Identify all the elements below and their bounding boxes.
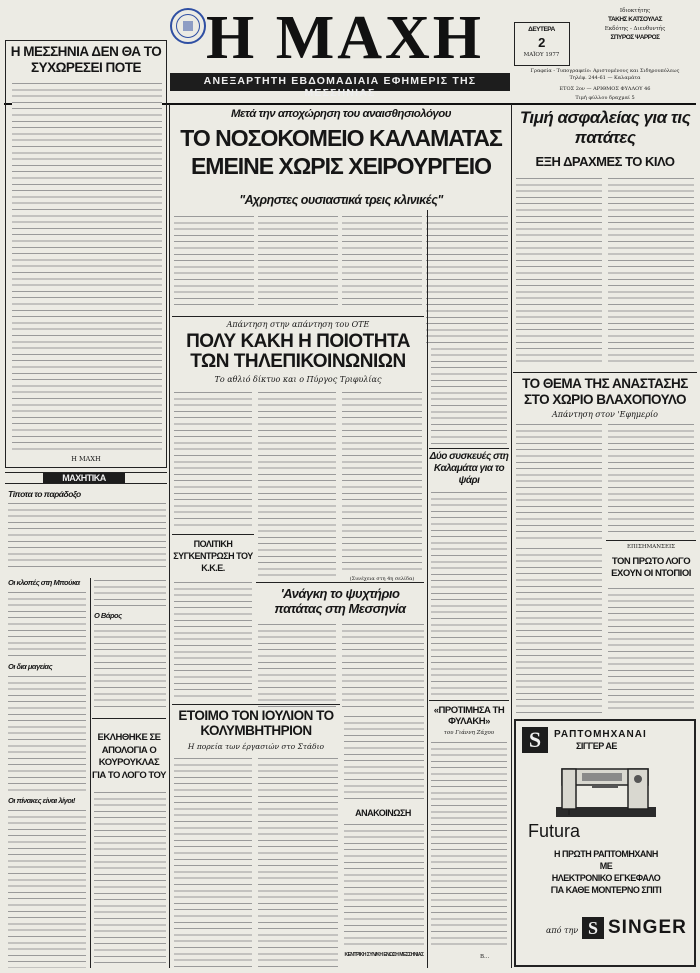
prison-headline: «ΠΡΟΤΙΜΗΣΑ ΤΗ ΦΥΛΑΚΗ» — [433, 705, 505, 727]
owner-name: ΤΑΚΗΣ ΚΑΤΣΟΥΛΑΣ — [607, 16, 663, 23]
potatoes-headline: Τιμή ασφαλείας για τις πατάτες — [519, 108, 691, 147]
anastasia-body-col1 — [516, 422, 602, 542]
item-body-5 — [94, 622, 166, 712]
ote-continued: (Συνέχεια στη 4η σελίδα) — [349, 576, 415, 582]
item-heading-5: Ο Βάρος — [94, 611, 122, 620]
ote-kicker: Απάντηση στην απάντηση του ΟΤΕ — [226, 320, 370, 329]
date-day: ΔΕΥΤΕΡΑ — [528, 26, 555, 33]
anastasia-body-col1b — [516, 546, 602, 714]
price: Τιμή φύλλου δραχμαί 5 — [575, 95, 635, 101]
announcement-signature: ΚΕΝΤΡΙΚΗ ΣΥΝ/ΚΗ ΕΝΩΣΗ ΜΕΣΣΗΝΙΑΣ — [344, 952, 424, 958]
item-body-2 — [8, 590, 86, 660]
main-deck: "Αχρηστες ουσιαστικά τρεις κλινικές" — [239, 193, 443, 207]
item-body-1 — [8, 501, 166, 571]
sewing-machine-illustration — [552, 763, 660, 821]
singer-s-logo: S — [522, 727, 548, 753]
item-heading-4: Οι πίνακες είναι λίγοι! — [8, 796, 75, 805]
editorial-signature: Η ΜΑΧΗ — [71, 455, 101, 463]
potatoes-body-col1 — [516, 176, 602, 366]
issue-number: ΕΤΟΣ 2ον — ΑΡΙΘΜΟΣ ΦΥΛΛΟΥ 46 — [559, 86, 651, 92]
ad-singer: SINGER — [608, 917, 687, 938]
potatoes-news-label: ΕΠΙΣΗΜΑΝΣΕΙΣ — [626, 544, 676, 550]
item-body-4 — [8, 808, 86, 968]
fishing-body — [431, 490, 507, 696]
main-body-col1 — [174, 214, 254, 310]
item-heading-1: Τίποτα το παράδοξο — [8, 489, 81, 499]
maxitika-banner: ΜΑΧΗΤΙΚΑ — [5, 472, 167, 484]
masthead-subtitle-bar — [170, 73, 510, 99]
prison-author: του Γιάννη Ζάχου — [443, 730, 495, 736]
announcement-pre — [344, 714, 424, 804]
ote-body-col1 — [174, 390, 252, 530]
editorial-box — [5, 40, 167, 468]
publisher-name: ΣΠΥΡΟΣ ΨΑΡΡΟΣ — [610, 34, 660, 41]
item-heading-2: Οι κλοπές στη Μπούκα — [8, 578, 80, 587]
stadium-body-col1 — [174, 756, 252, 968]
announcement-body — [344, 822, 424, 950]
masthead-subtitle: ΑΝΕΞΑΡΤΗΤΗ ΕΒΔΟΜΑΔΙΑΙΑ ΕΦΗΜΕΡΙΣ ΤΗΣ ΜΕΣΣΗΝΙΑΣ — [203, 75, 477, 99]
church-headline: ΕΚΛΗΘΗΚΕ ΣΕ ΑΠΟΛΟΓΙΑ Ο ΚΟΥΡΟΥΚΛΑΣ ΓΙΑ ΤΟ ΛΟΓΟ ΤΟΥ — [92, 732, 166, 781]
stadium-headline: ΕΤΟΙΜΟ ΤΟΝ ΙΟΥΛΙΟΝ ΤΟ ΚΟΛΥΜΒΗΤΗΡΙΟΝ — [178, 708, 334, 738]
date-month-year: ΜΑΪΟΥ 1977 — [523, 52, 560, 58]
ad-from: από την — [546, 926, 579, 935]
ad-singer-logo-s: S — [582, 917, 604, 939]
main-headline-1: ΤΟ ΝΟΣΟΚΟΜΕΙΟ ΚΑΛΑΜΑΤΑΣ — [180, 125, 502, 151]
refrigerator-headline: 'Ανάγκη το ψυχτήριο πατάτας στη Μεσσηνία — [274, 586, 406, 616]
ote-headline-1: ΠΟΛΥ ΚΑΚΗ Η ΠΟΙΟΤΗΤΑ — [186, 331, 410, 352]
page-continued-marker: Β... — [480, 954, 490, 960]
potatoes-news-body — [608, 586, 694, 714]
item-body-3 — [8, 674, 86, 794]
item-heading-3: Οι δια μαγείας — [8, 662, 53, 671]
publisher-label: Εκδότης - Διευθυντής — [604, 26, 666, 32]
potatoes-news-headline: ΤΟΝ ΠΡΩΤΟ ΛΟΓΟ ΕΧΟΥΝ ΟΙ ΝΤΟΠΙΟΙ — [611, 556, 691, 579]
date-number: 2 — [538, 35, 545, 50]
masthead-title: Η ΜΑΧΗ — [205, 4, 485, 72]
owner-label: Ιδιοκτήτης — [619, 8, 651, 14]
ad-line4: ΓΙΑ ΚΑΘΕ ΜΟΝΤΕΡΝΟ ΣΠΙΤΙ — [550, 885, 662, 895]
prison-body — [431, 740, 507, 950]
office-address: Γραφεία - Τυπογραφείο: Αριστομένους και Σιδηρουπόλεως — [530, 68, 680, 74]
refrigerator-body-col2 — [342, 622, 424, 710]
potatoes-body-col2 — [608, 176, 694, 366]
ad-brand-top: ΡΑΠΤΟΜΗΧΑΝΑΙ — [554, 729, 647, 740]
ad-line3: ΗΛΕΚΤΡΟΝΙΚΟ ΕΓΚΕΦΑΛΟ — [551, 873, 661, 883]
date-box — [514, 22, 570, 66]
anastasia-headline: ΤΟ ΘΕΜΑ ΤΗΣ ΑΝΑΣΤΑΣΗΣ ΣΤΟ ΧΩΡΙΟ ΒΛΑΧΟΠΟΥΛΟ — [522, 376, 688, 407]
anastasia-sub: Απάντηση στον 'Εφημερίο — [551, 410, 658, 419]
refrigerator-body-col1 — [258, 622, 336, 710]
potatoes-sub: ΕΞΗ ΔΡΑΧΜΕΣ ΤΟ ΚΙΛΟ — [535, 154, 675, 169]
ote-body-col2 — [258, 390, 336, 578]
main-body-col3 — [342, 214, 422, 310]
office-phone: Τηλέφ. 244-61 — Καλαμάτα — [569, 75, 641, 81]
fishing-headline: Δύο συσκευές στη Καλαμάτα για το ψάρι — [429, 451, 509, 486]
kke-headline: ΠΟΛΙΤΙΚΗ ΣΥΓΚΕΝΤΡΩΣΗ ΤΟΥ Κ.Κ.Ε. — [173, 539, 253, 573]
ad-line1: Η ΠΡΩΤΗ ΡΑΠΤΟΜΗΧΑΝΗ — [554, 849, 658, 859]
main-body-col2 — [258, 214, 338, 310]
ote-deck: Το αθλιό δίκτυο και ο Πύργος Τριφυλίας — [214, 375, 382, 384]
ad-model: Futura — [528, 821, 581, 841]
editorial-body — [12, 81, 162, 453]
item-body-2b — [94, 578, 166, 608]
main-headline-2: ΕΜΕΙΝΕ ΧΩΡΙΣ ΧΕΙΡΟΥΡΓΕΙΟ — [190, 153, 492, 179]
ote-body-col3 — [342, 390, 422, 574]
singer-ad — [514, 719, 696, 967]
main-kicker: Μετά την αποχώρηση του αναισθησιολόγου — [230, 108, 452, 120]
ote-headline-2: ΤΩΝ ΤΗΛΕΠΙΚΟΙΝΩΝΙΩΝ — [190, 351, 406, 372]
stadium-deck: Η πορεία των έργασιών στο Στάδιο — [187, 742, 325, 751]
col5-body-top — [431, 214, 507, 444]
stadium-body-col2 — [258, 756, 338, 968]
ad-line2: ΜΕ — [599, 861, 613, 871]
editorial-headline: Η ΜΕΣΣΗΝΙΑ ΔΕΝ ΘΑ ΤΟ ΣΥΧΩΡΕΣΕΙ ΠΟΤΕ — [10, 44, 162, 75]
kke-body — [174, 580, 252, 700]
anastasia-body-col2 — [608, 422, 694, 534]
church-body — [94, 790, 166, 968]
announcement-headline: ΑΝΑΚΟΙΝΩΣΗ — [355, 808, 411, 818]
ad-brand-sub: ΣΙΓΓΕΡ ΑΕ — [576, 741, 617, 751]
